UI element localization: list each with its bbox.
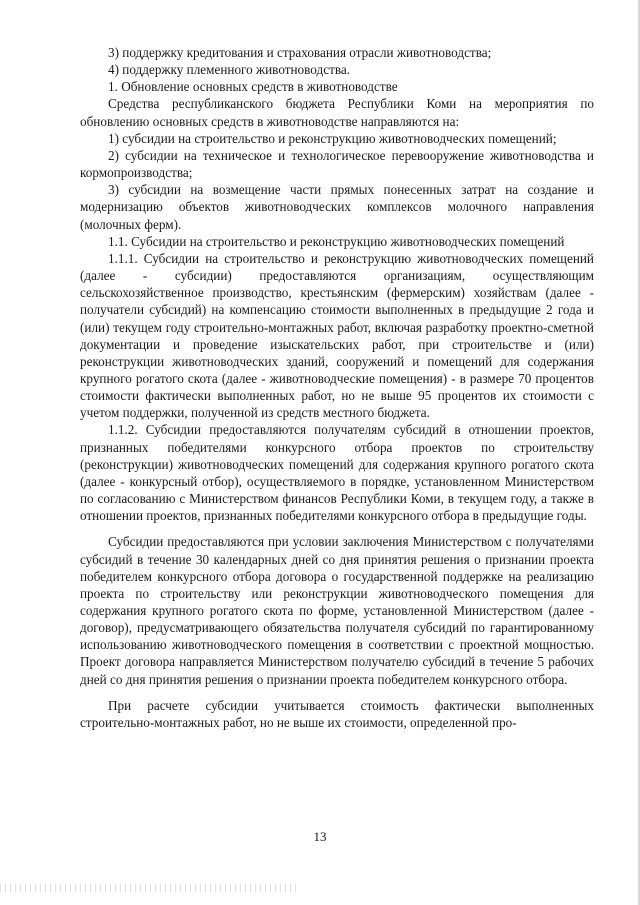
- page-number: 13: [313, 829, 327, 844]
- paragraph-1-1-2: 1.1.2. Субсидии предоставляются получателям субсидий в отношении проектов, признанных победителями конкурсного отбора проектов по строительству (реконструкции) животноводческих помещений для содержания крупного рогатого скота (далее - конкурсный отбор), осуществляемого в порядке, установленном Министерством по согласованию с Министерством финансов Республики Коми, в текущем году, а также в отношении проектов, признанных победителями конкурсного отбора в предыдущие годы.: [80, 422, 594, 524]
- paragraph-3: Средства республиканского бюджета Республики Коми на мероприятия по обновлению основных средств в животноводстве направляются на:: [80, 96, 594, 129]
- list-item-3: 3) субсидии на возмещение части прямых понесенных затрат на создание и модернизацию объектов животноводческих комплексов молочного направления (молочных ферм).: [80, 182, 594, 232]
- list-item-2: 2) субсидии на техническое и технологическое перевооружение животноводства и кормопроизводства;: [80, 147, 594, 181]
- paragraph-calculation: При расчете субсидии учитывается стоимость фактически выполненных строительно-монтажных работ, но не выше их стоимости, определенной про-: [80, 697, 594, 730]
- paragraph-1-1-1: 1.1.1. Субсидии на строительство и реконструкцию животноводческих помещений (далее - субсидии) предоставляются организациям, осуществляющим сельскохозяйственное производство, крестьянским (фермерским) хозяйствам (далее - получатели субсидий) на компенсацию стоимости выполненных в предыдущие 2 года и (или) текущем году строительно-монтажных работ, включая разработку проектно-сметной документации и проведение изыскательских работ, при строительстве и (или) реконструкции животноводческих зданий, сооружений и помещений для содержания крупного рогатого скота (далее - животноводческие помещения) - в размере 70 процентов стоимости фактически выполненных работ, но не выше 95 процентов их стоимости с учетом поддержки, полученной из средств местного бюджета.: [80, 250, 594, 421]
- section-heading-1-1: 1.1. Субсидии на строительство и реконструкцию животноводческих помещений: [108, 233, 565, 249]
- section-heading-1: 1. Обновление основных средств в животноводстве: [108, 79, 398, 95]
- document-body: [80, 44, 594, 731]
- paragraph-1: 3) поддержку кредитования и страхования отрасли животноводства;: [108, 45, 492, 60]
- list-item-1: 1) субсидии на строительство и реконструкцию животноводческих помещений;: [108, 130, 557, 146]
- paragraph-conditions: Субсидии предоставляются при условии заключения Министерством с получателями субсидий в течение 30 календарных дней со дня принятия решения о признании проекта победителем конкурсного отбора договора о государственной поддержке на реализацию проекта по строительству или реконструкции животноводческого помещения для содержания крупного рогатого скота по форме, установленной Министерством (далее - договор), предусматривающего обязательства получателя субсидий по гарантированному использованию животноводческого помещения в соответствии с проектной мощностью. Проект договора направляется Министерством получателю субсидий в течение 5 рабочих дней со дня принятия решения о признании проекта победителем конкурсного отбора.: [80, 534, 594, 687]
- paragraph-2: 4) поддержку племенного животноводства.: [108, 62, 351, 78]
- scan-artifact: [0, 884, 300, 892]
